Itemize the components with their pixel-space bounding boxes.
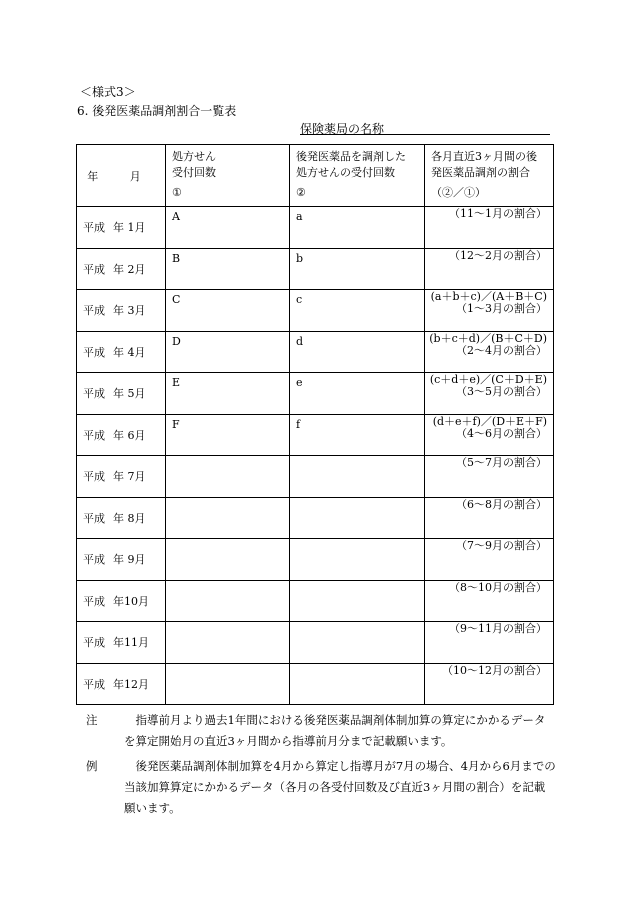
month-cell	[77, 622, 166, 664]
era-label: 平成	[83, 345, 105, 359]
prescription-count-cell[interactable]: B	[166, 248, 290, 290]
table-row	[77, 539, 554, 581]
table-row	[77, 290, 554, 332]
table-row	[77, 248, 554, 290]
ratio-cell[interactable]	[425, 207, 554, 249]
header-generic-symbol: ②	[296, 186, 306, 199]
month-label: 年 8月	[113, 511, 146, 525]
month-cell	[77, 248, 166, 290]
ratio-formula: （10～12月の割合）	[442, 663, 547, 677]
ratio-cell[interactable]	[425, 248, 554, 290]
ratio-formula: (b＋c＋d)／(B＋C＋D)	[429, 331, 547, 345]
month-label: 年 3月	[113, 304, 146, 318]
ratio-cell[interactable]	[425, 290, 554, 332]
header-prescriptions-symbol: ①	[172, 186, 182, 199]
note-caution	[86, 710, 556, 752]
month-cell	[77, 663, 166, 705]
note-example	[86, 756, 556, 819]
ratio-cell[interactable]	[425, 539, 554, 581]
ratio-cell[interactable]	[425, 622, 554, 664]
month-label: 年11月	[113, 636, 149, 650]
table-row	[77, 497, 554, 539]
ratio-period: （4～6月の割合）	[456, 426, 547, 440]
era-label: 平成	[83, 594, 105, 608]
era-label: 平成	[83, 262, 105, 276]
ratio-period: （3～5月の割合）	[456, 385, 547, 398]
header-generic-prescriptions	[290, 145, 425, 207]
generic-count-cell[interactable]	[290, 539, 425, 581]
header-prescriptions	[166, 145, 290, 207]
header-generic-line2: 処方せんの受付回数	[296, 166, 395, 179]
month-cell	[77, 539, 166, 581]
month-label: 年 5月	[113, 387, 146, 401]
generic-count-cell[interactable]: b	[290, 248, 425, 290]
section-title: 6. 後発医薬品調剤割合一覧表	[77, 104, 237, 118]
ratio-formula: (d＋e＋f)／(D＋E＋F)	[432, 414, 547, 428]
ratio-cell[interactable]	[425, 331, 554, 373]
prescription-count-cell[interactable]	[166, 497, 290, 539]
form-number: ＜様式3＞	[80, 85, 136, 99]
header-generic-line1: 後発医薬品を調剤した	[296, 150, 406, 163]
ratio-formula: （8～10月の割合）	[449, 580, 547, 594]
pharmacy-name-field[interactable]	[300, 120, 550, 135]
month-cell	[77, 414, 166, 456]
note-label: 注	[86, 713, 98, 727]
era-label: 平成	[83, 470, 105, 484]
table-header-row	[77, 145, 554, 207]
pharmacy-name-label: 保険薬局の名称	[300, 122, 385, 136]
month-label: 年 6月	[113, 428, 146, 442]
table-row	[77, 331, 554, 373]
table-row	[77, 663, 554, 705]
ratio-formula: （6～8月の割合）	[456, 497, 547, 511]
month-label: 年 2月	[113, 262, 146, 276]
month-cell	[77, 580, 166, 622]
prescription-count-cell[interactable]	[166, 663, 290, 705]
ratio-cell[interactable]	[425, 414, 554, 456]
generic-count-cell[interactable]: c	[290, 290, 425, 332]
header-ratio	[425, 145, 554, 207]
header-ratio-line1: 各月直近3ヶ月間の後	[431, 150, 537, 163]
notes	[86, 710, 556, 823]
era-label: 平成	[83, 677, 105, 691]
header-prescriptions-line1: 処方せん	[172, 150, 216, 163]
month-label: 年12月	[113, 677, 149, 691]
ratio-formula: (c＋d＋e)／(C＋D＋E)	[429, 373, 547, 386]
generic-count-cell[interactable]	[290, 497, 425, 539]
ratio-cell[interactable]	[425, 580, 554, 622]
ratio-formula: (a＋b＋c)／(A＋B＋C)	[430, 290, 547, 303]
month-cell	[77, 373, 166, 415]
table-row	[77, 456, 554, 498]
generic-count-cell[interactable]: e	[290, 373, 425, 415]
era-label: 平成	[83, 221, 105, 235]
ratio-formula: （12～2月の割合）	[449, 248, 547, 262]
month-cell	[77, 290, 166, 332]
generic-count-cell[interactable]	[290, 580, 425, 622]
ratio-cell[interactable]	[425, 373, 554, 415]
ratio-period: （2～4月の割合）	[456, 343, 547, 357]
ratio-formula: （9～11月の割合）	[449, 622, 547, 635]
table-row	[77, 580, 554, 622]
generic-count-cell[interactable]	[290, 456, 425, 498]
ratio-period: （1～3月の割合）	[456, 302, 547, 315]
header-year-month: 年 月	[77, 145, 166, 207]
month-label: 年 1月	[113, 221, 146, 235]
month-label: 年 7月	[113, 470, 146, 484]
ratio-cell[interactable]	[425, 663, 554, 705]
ratio-formula: （5～7月の割合）	[456, 456, 547, 469]
header-ratio-line2: 発医薬品調剤の割合	[431, 166, 530, 179]
prescription-count-cell[interactable]: F	[166, 414, 290, 456]
prescription-count-cell[interactable]	[166, 539, 290, 581]
era-label: 平成	[83, 428, 105, 442]
prescription-count-cell[interactable]: E	[166, 373, 290, 415]
generic-count-cell[interactable]	[290, 622, 425, 664]
table-row	[77, 207, 554, 249]
ratio-cell[interactable]	[425, 497, 554, 539]
era-label: 平成	[83, 636, 105, 650]
prescription-count-cell[interactable]: D	[166, 331, 290, 373]
note-label: 例	[86, 759, 98, 773]
table-row	[77, 373, 554, 415]
month-cell	[77, 456, 166, 498]
ratio-formula: （11～1月の割合）	[449, 207, 547, 220]
month-label: 年 9月	[113, 553, 146, 567]
table-row	[77, 622, 554, 664]
prescription-count-cell[interactable]: A	[166, 207, 290, 249]
era-label: 平成	[83, 511, 105, 525]
generic-ratio-table	[76, 144, 554, 705]
ratio-cell[interactable]	[425, 456, 554, 498]
prescription-count-cell[interactable]: C	[166, 290, 290, 332]
month-cell	[77, 331, 166, 373]
generic-count-cell[interactable]: a	[290, 207, 425, 249]
month-label: 年 4月	[113, 345, 146, 359]
header-ratio-symbol: （②／①）	[431, 186, 486, 199]
month-cell	[77, 207, 166, 249]
month-cell	[77, 497, 166, 539]
note-text: 後発医薬品調剤体制加算を4月から算定し指導月が7月の場合、4月から6月までの当該加算算定にかかるデータ（各月の各受付回数及び直近3ヶ月間の割合）を記載願います。	[124, 759, 556, 815]
prescription-count-cell[interactable]	[166, 456, 290, 498]
prescription-count-cell[interactable]	[166, 580, 290, 622]
generic-count-cell[interactable]	[290, 663, 425, 705]
era-label: 平成	[83, 553, 105, 567]
ratio-formula: （7～9月の割合）	[456, 539, 547, 552]
prescription-count-cell[interactable]	[166, 622, 290, 664]
note-text: 指導前月より過去1年間における後発医薬品調剤体制加算の算定にかかるデータを算定開始月の直近3ヶ月間から指導前月分まで記載願います。	[124, 713, 546, 748]
table-row	[77, 414, 554, 456]
era-label: 平成	[83, 304, 105, 318]
generic-count-cell[interactable]: d	[290, 331, 425, 373]
month-label: 年10月	[113, 594, 149, 608]
generic-count-cell[interactable]: f	[290, 414, 425, 456]
era-label: 平成	[83, 387, 105, 401]
header-prescriptions-line2: 受付回数	[172, 166, 216, 179]
